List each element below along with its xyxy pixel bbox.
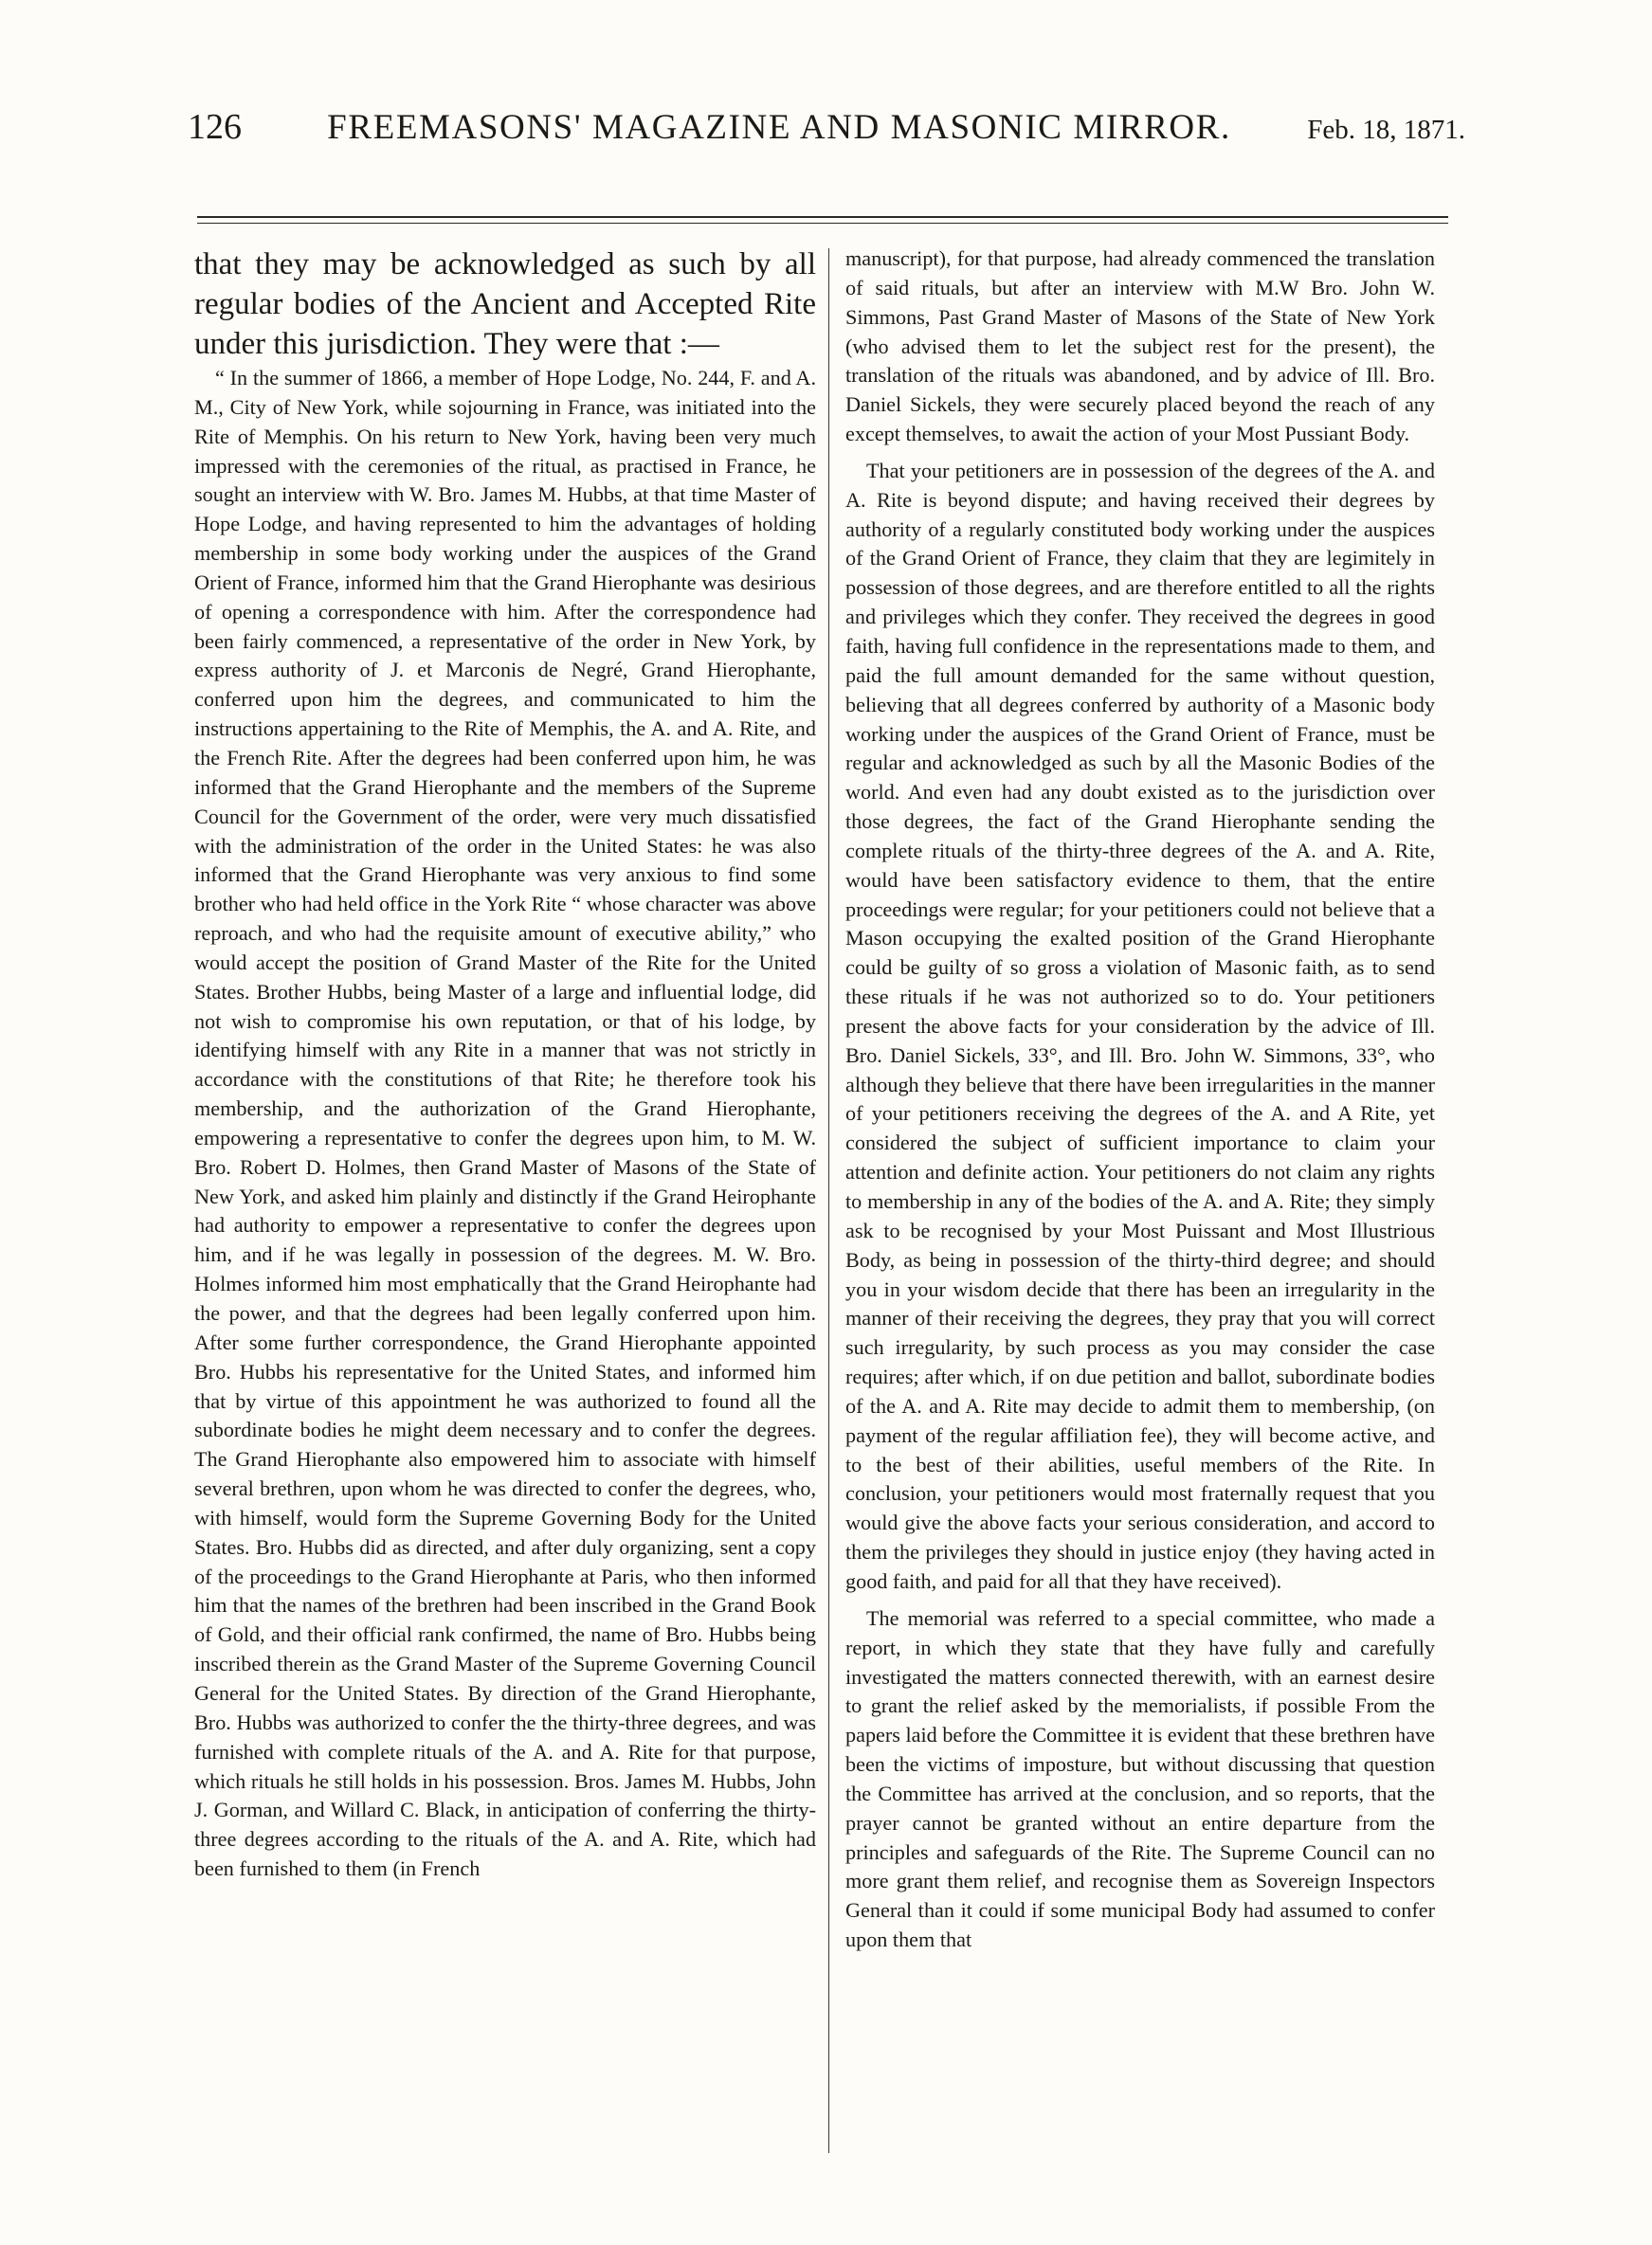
page-number: 126 (188, 107, 242, 147)
header-rule-thick (197, 216, 1448, 218)
page-header (188, 106, 1465, 163)
right-column (845, 244, 1435, 2173)
left-column-paragraph: “ In the summer of 1866, a member of Hope Lodge, No. 244, F. and A. M., City of New York, while sojourning in France, was initiated into the Rite of Memphis. On his return to New York, having been very much impressed with the ceremonies of the ritual, as practised in France, he sought an interview with W. Bro. James M. Hubbs, at that time Master of Hope Lodge, and having represented to him the advantages of holding membership in some body working under the auspices of the Grand Orient of France, informed him that the Grand Hierophante was desirious of opening a correspondence with him. After the correspondence had been fairly commenced, a representative of the order in New York, by express authority of J. et Marconis de Negré, Grand Hierophante, conferred upon him the degrees, and communicated to him the instructions appertaining to the Rite of Memphis, the A. and A. Rite, and the French Rite. After the degrees had been conferred upon him, he was informed that the Grand Hierophante and the members of the Supreme Council for the Government of the order, were very much dissatisfied with the administration of the order in the United States: he was also informed that the Grand Hierophante was very anxious to find some brother who had held office in the York Rite “ whose character was above reproach, and who had the requisite amount of executive ability,” who would accept the position of Grand Master of the Rite for the United States. Brother Hubbs, being Master of a large and influential lodge, did not wish to compromise his own reputation, or that of his lodge, by identifying himself with any Rite in a manner that was not strictly in accordance with the constitutions of that Rite; he therefore took his membership, and the authorization of the Grand Hierophante, empowering a representative to confer the degrees upon him, to M. W. Bro. Robert D. Holmes, then Grand Master of Masons of the State of New York, and asked him plainly and distinctly if the Grand Heirophante had authority to empower a representative to confer the degrees upon him, and if he was legally in possession of the degrees. M. W. Bro. Holmes informed him most emphatically that the Grand Heirophante had the power, and that the degrees had been legally conferred upon him. After some further correspondence, the Grand Hierophante appointed Bro. Hubbs his representative for the United States, and informed him that by virtue of this appointment he was authorized to found all the subordinate bodies he might deem necessary and to confer the degrees. The Grand Hierophante also empowered him to associate with himself several brethren, upon whom he was directed to confer the degrees, who, with himself, would form the Supreme Governing Body for the United States. Bro. Hubbs did as directed, and after duly organizing, sent a copy of the proceedings to the Grand Hierophante at Paris, who then informed him that the names of the brethren had been inscribed in the Grand Book of Gold, and their official rank confirmed, the name of Bro. Hubbs being inscribed therein as the Grand Master of the Supreme Governing Council General for the United States. By direction of the Grand Hierophante, Bro. Hubbs was authorized to confer the the thirty-three degrees, and was furnished with complete rituals of the A. and A. Rite for that purpose, which rituals he still holds in his possession. Bros. James M. Hubbs, John J. Gorman, and Willard C. Black, in anticipation of conferring the thirty-three degrees according to the rituals of the A. and A. Rite, which had been furnished to them (in French (194, 366, 816, 1881)
right-paragraph-3: The memorial was referred to a special committee, who made a report, in which they state that they have fully and carefully investigated the matters connected therewith, with an earnest desire to grant the relief asked by the memorialists, if possible From the papers laid before the Committee it is evident that these brethren have been the victims of imposture, but without discussing that question the Committee has arrived at the conclusion, and so reports, that the prayer cannot be granted without an entire departure from the principles and safeguards of the Rite. The Supreme Council can no more grant them relief, and recognise them as Sovereign Inspectors General than it could if some municipal Body had assumed to confer upon them that (845, 1605, 1435, 1952)
right-paragraph-1: manuscript), for that purpose, had already commenced the translation of said rituals, but after an interview with M.W Bro. John W. Simmons, Past Grand Master of Masons of the State of New York (who advised them to let the subject rest for the present), the translation of the rituals was abandoned, and by advice of Ill. Bro. Daniel Sickels, they were securely placed beyond the reach of any except themselves, to await the action of your Most Pussiant Body. (845, 246, 1435, 446)
left-column (194, 244, 816, 2173)
magazine-title: FREEMASONS' MAGAZINE AND MASONIC MIRROR. (327, 108, 1231, 147)
lead-paragraph: that they may be acknowledged as such by all regular bodies of the Ancient and Accepted Rite under this jurisdiction. They were that :— (194, 247, 816, 361)
column-divider (828, 248, 829, 2153)
header-rule-thin (197, 223, 1448, 224)
right-paragraph-2: That your petitioners are in possession of the degrees of the A. and A. Rite is beyond dispute; and having received their degrees by authority of a regularly constituted body working under the auspices of the Grand Orient of France, they claim that they are legimitely in possession of those degrees, and are therefore entitled to all the rights and privileges which they confer. They received the degrees in good faith, having full confidence in the representations made to them, and paid the full amount demanded for the same without question, believing that all degrees conferred by authority of a Masonic body working under the auspices of the Grand Orient of France, must be regular and acknowledged as such by all the Masonic Bodies of the world. And even had any doubt existed as to the jurisdiction over those degrees, the fact of the Grand Hierophante sending the complete rituals of the thirty-three degrees of the A. and A. Rite, would have been satisfactory evidence to them, that the entire proceedings were regular; for your petitioners could not believe that a Mason occupying the exalted position of the Grand Hierophante could be guilty of so gross a violation of Masonic faith, as to send these rituals if he was not authorized so to do. Your petitioners present the above facts for your consideration by the advice of Ill. Bro. Daniel Sickels, 33°, and Ill. Bro. John W. Simmons, 33°, who although they believe that there have been irregularities in the manner of your petitioners receiving the degrees of the A. and A Rite, yet considered the subject of sufficient importance to claim your attention and definite action. Your petitioners do not claim any rights to membership in any of the bodies of the A. and A. Rite; they simply ask to be recognised by your Most Puissant and Most Illustrious Body, as being in possession of the thirty-third degree; and should you in your wisdom decide that there has been an irregularity in the manner of their receiving the degrees, they pray that you will correct such irregularity, by such process as you may consider the case requires; after which, if on due petition and ballot, subordinate bodies of the A. and A. Rite may decide to admit them to membership, (on payment of the regular affiliation fee), they will become active, and to the best of their abilities, useful members of the Rite. In conclusion, your petitioners would most fraternally request that you would give the above facts your serious consideration, and accord to them the privileges they should in justice enjoy (they having acted in good faith, and paid for all that they have received). (845, 458, 1435, 1593)
issue-date: Feb. 18, 1871. (1307, 115, 1465, 145)
